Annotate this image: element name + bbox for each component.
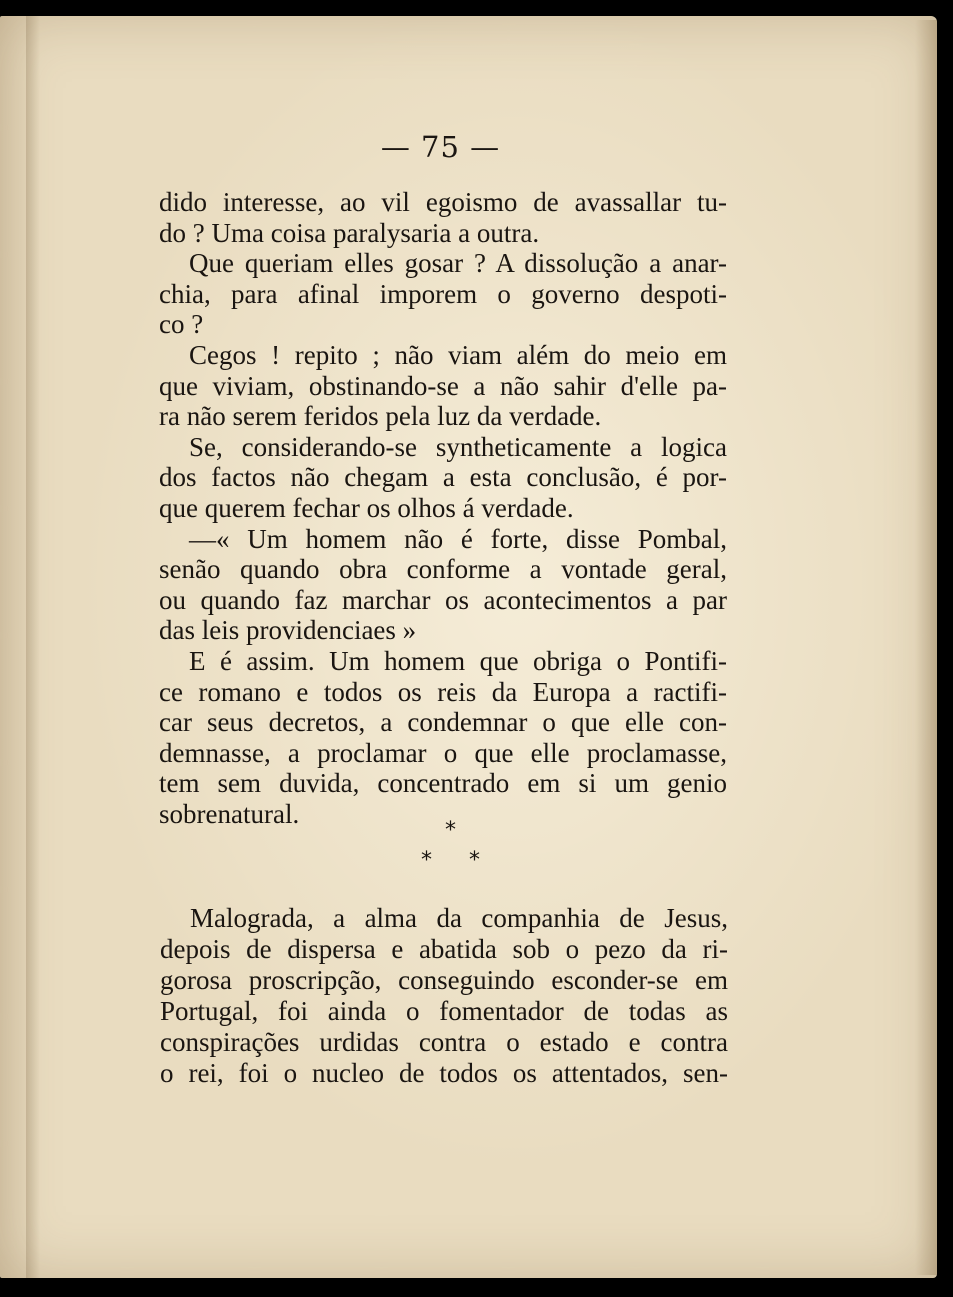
text-line: dos factos não chegam a esta conclusão, é por- <box>159 462 727 493</box>
text-line: Que queriam elles gosar ? A dissolução a anar- <box>189 248 727 279</box>
text-line: chia, para afinal imporem o governo despoti- <box>159 278 727 309</box>
asterism-top: * <box>445 818 456 843</box>
text-line: Cegos ! repito ; não viam além do meio em <box>189 339 727 370</box>
text-line: conspirações urdidas contra o estado e contra <box>160 1027 728 1057</box>
text-line: que viviam, obstinando-se a não sahir d'elle pa- <box>159 370 727 401</box>
text-line: ou quando faz marchar os acontecimentos a par <box>159 584 727 615</box>
text-line: ce romano e todos os reis da Europa a ractifi- <box>159 676 727 707</box>
asterism-bottom: * * <box>421 848 480 873</box>
text-line: o rei, foi o nucleo de todos os attentados, sen- <box>160 1058 728 1088</box>
text-line: do ? Uma coisa paralysaria a outra. <box>159 217 540 248</box>
text-line: ra não serem feridos pela luz da verdade. <box>159 401 602 432</box>
text-line: E é assim. Um homem que obriga o Pontifi- <box>189 645 727 676</box>
text-line: Malograda, a alma da companhia de Jesus, <box>190 903 728 933</box>
body-text-bottom <box>160 903 728 1089</box>
text-line: das leis providenciaes » <box>159 615 417 646</box>
text-line: sobrenatural. <box>159 798 300 829</box>
text-line: dido interesse, ao vil egoismo de avassallar tu- <box>159 187 727 217</box>
text-line: car seus decretos, a condemnar o que elle con- <box>159 707 727 738</box>
body-text-top <box>159 187 727 829</box>
page-number: — 75 — <box>380 130 501 164</box>
text-line: tem sem duvida, concentrado em si um genio <box>159 768 727 799</box>
text-line: Se, considerando-se syntheticamente a logica <box>189 431 727 462</box>
text-line: Portugal, foi ainda o fomentador de todas as <box>160 996 728 1026</box>
text-line: que querem fechar os olhos á verdade. <box>159 492 574 523</box>
text-line: gorosa proscripção, conseguindo esconder-se em <box>160 965 728 995</box>
text-line: demnasse, a proclamar o que elle proclamasse, <box>159 737 727 768</box>
text-line: depois de dispersa e abatida sob o pezo da ri- <box>160 934 728 964</box>
binding-fold <box>26 16 40 1278</box>
text-line: —« Um homem não é forte, disse Pombal, <box>189 523 727 554</box>
text-line: co ? <box>159 309 204 340</box>
page-edge <box>915 20 937 1275</box>
text-line: senão quando obra conforme a vontade geral, <box>159 554 727 585</box>
